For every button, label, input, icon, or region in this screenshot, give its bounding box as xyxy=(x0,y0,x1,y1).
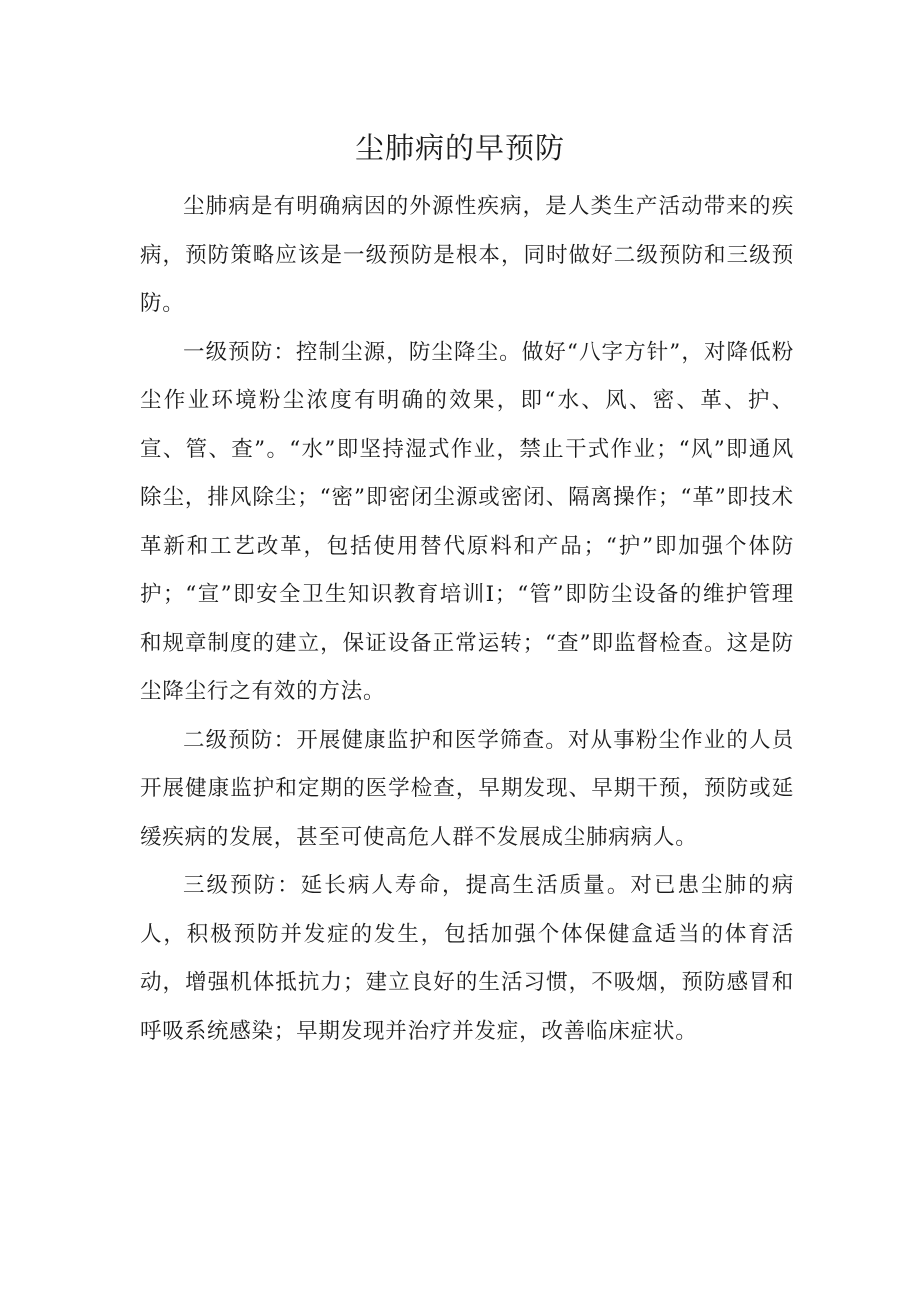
paragraph-intro: 尘肺病是有明确病因的外源性疾病，是人类生产活动带来的疾病，预防策略应该是一级预防是根本，同时做好二级预防和三级预防。 xyxy=(140,194,794,316)
paragraph-tertiary-prevention: 三级预防：延长病人寿命，提高生活质量。对已患尘肺的病人，积极预防并发症的发生，包括加强个体保健盒适当的体育活动，增强机体抵抗力；建立良好的生活习惯，不吸烟，预防感冒和呼吸系统感染；早期发现并治疗并发症，改善临床症状。 xyxy=(140,873,794,1044)
document-body xyxy=(140,183,794,1056)
paragraph-primary-prevention: 一级预防：控制尘源，防尘降尘。做好“八字方针”，对降低粉尘作业环境粉尘浓度有明确的效果，即“水、风、密、革、护、宣、管、查”。“水”即坚持湿式作业，禁止干式作业；“风”即通风除尘，排风除尘；“密”即密闭尘源或密闭、隔离操作；“革”即技术革新和工艺改革，包括使用替代原料和产品；“护”即加强个体防护；“宣”即安全卫生知识教育培训I；“管”即防尘设备的维护管理和规章制度的建立，保证设备正常运转；“查”即监督检查。这是防尘降尘行之有效的方法。 xyxy=(140,339,794,704)
document-title: 尘肺病的早预防 xyxy=(354,131,565,165)
paragraph-secondary-prevention: 二级预防：开展健康监护和医学筛查。对从事粉尘作业的人员开展健康监护和定期的医学检查，早期发现、早期干预，预防或延缓疾病的发展，甚至可使高危人群不发展成尘肺病病人。 xyxy=(140,727,794,850)
